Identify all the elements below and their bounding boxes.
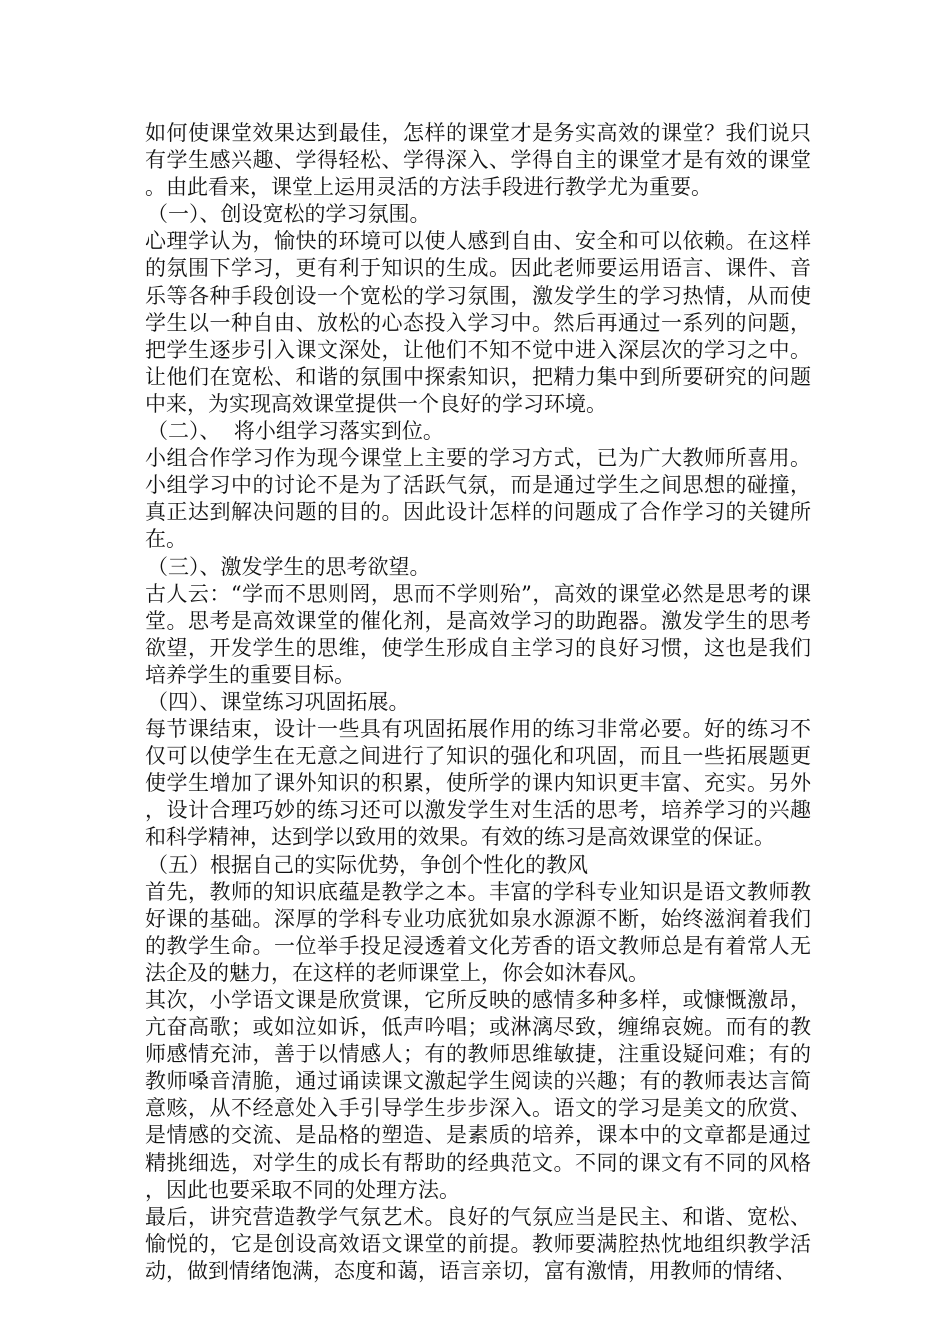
document-body bbox=[145, 120, 811, 1285]
intro-paragraph: 如何使课堂效果达到最佳，怎样的课堂才是务实高效的课堂？我们说只有学生感兴趣、学得轻松、学得深入、学得自主的课堂才是有效的课堂。由此看来，课堂上运用灵活的方法手段进行教学尤为重要。 bbox=[145, 121, 811, 200]
section-heading-5: （五）根据自己的实际优势，争创个性化的教风 bbox=[147, 852, 588, 877]
section-5-paragraph-first: 首先，教师的知识底蕴是教学之本。丰富的学科专业知识是语文教师教好课的基础。深厚的学科专业功底犹如泉水源源不断，始终滋润着我们的教学生命。一位举手投足浸透着文化芳香的语文教师总是有着常人无法企及的魅力，在这样的老师课堂上，你会如沐春风。 bbox=[145, 879, 811, 985]
section-3-paragraph: 古人云：“学而不思则罔，思而不学则殆”，高效的课堂必然是思考的课堂。思考是高效课堂的催化剂，是高效学习的助跑器。激发学生的思考欲望，开发学生的思维，使学生形成自主学习的良好习惯，这也是我们培养学生的重要目标。 bbox=[145, 581, 811, 687]
section-heading-1: （一）、创设宽松的学习氛围。 bbox=[147, 202, 431, 227]
section-5-paragraph-third: 最后，讲究营造教学气氛艺术。良好的气氛应当是民主、和谐、宽松、愉悦的，它是创设高效语文课堂的前提。教师要满腔热忱地组织教学活动，做到情绪饱满，态度和蔼，语言亲切，富有激情，用教师的情绪、 bbox=[145, 1204, 811, 1283]
section-heading-4: （四）、课堂练习巩固拓展。 bbox=[147, 689, 410, 714]
section-2-paragraph: 小组合作学习作为现今课堂上主要的学习方式，已为广大教师所喜用。小组学习中的讨论不是为了活跃气氛，而是通过学生之间思想的碰撞，真正达到解决问题的目的。因此设计怎样的问题成了合作学习的关键所在。 bbox=[145, 446, 811, 552]
section-heading-3: （三）、激发学生的思考欲望。 bbox=[147, 554, 431, 579]
section-1-paragraph: 心理学认为，愉快的环境可以使人感到自由、安全和可以依赖。在这样的氛围下学习，更有利于知识的生成。因此老师要运用语言、课件、音乐等各种手段创设一个宽松的学习氛围，激发学生的学习热情，从而使学生以一种自由、放松的心态投入学习中。然后再通过一系列的问题，把学生逐步引入课文深处，让他们不知不觉中进入深层次的学习之中。让他们在宽松、和谐的氛围中探索知识，把精力集中到所要研究的问题中来，为实现高效课堂提供一个良好的学习环境。 bbox=[145, 229, 811, 416]
section-4-paragraph: 每节课结束，设计一些具有巩固拓展作用的练习非常必要。好的练习不仅可以使学生在无意之间进行了知识的强化和巩固，而且一些拓展题更使学生增加了课外知识的积累，使所学的课内知识更丰富、充实。另外，设计合理巧妙的练习还可以激发学生对生活的思考，培养学习的兴趣和科学精神，达到学以致用的效果。有效的练习是高效课堂的保证。 bbox=[145, 717, 811, 850]
section-heading-2: （二）、 将小组学习落实到位。 bbox=[147, 419, 444, 444]
section-5-paragraph-second: 其次，小学语文课是欣赏课，它所反映的感情多种多样，或慷慨激昂，亢奋高歌；或如泣如诉，低声吟唱；或淋漓尽致，缠绵哀婉。而有的教师感情充沛，善于以情感人；有的教师思维敏捷，注重设疑问难；有的教师嗓音清脆，通过诵读课文激起学生阅读的兴趣；有的教师表达言简意赅，从不经意处入手引导学生步步深入。语文的学习是美文的欣赏、是情感的交流、是品格的塑造、是素质的培养，课本中的文章都是通过精挑细选，对学生的成长有帮助的经典范文。不同的课文有不同的风格，因此也要采取不同的处理方法。 bbox=[145, 988, 811, 1202]
